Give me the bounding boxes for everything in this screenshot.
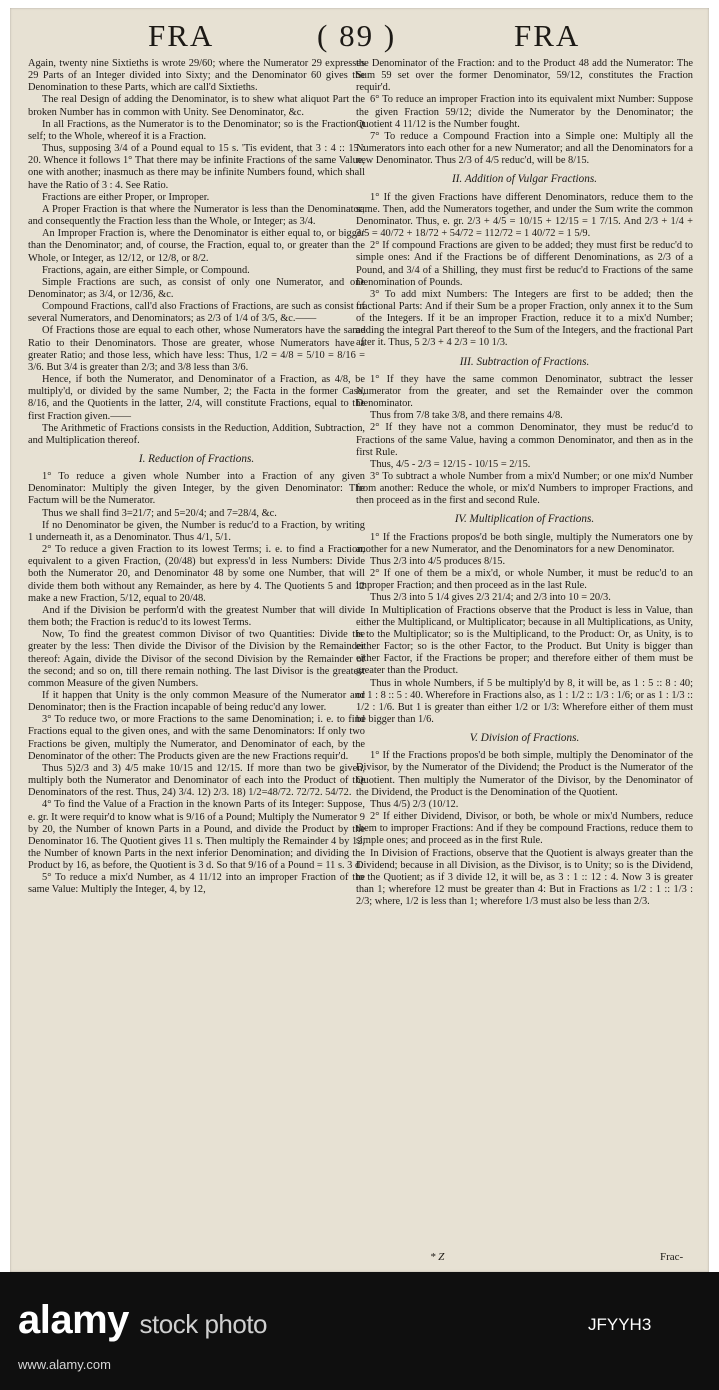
paragraph: The Arithmetic of Fractions consists in the Reduction, Addition, Subtraction, and Multiplication thereof. [28, 422, 365, 446]
running-header [10, 12, 709, 56]
section-heading-multiplication: IV. Multiplication of Fractions. [454, 513, 595, 526]
book-page [10, 8, 709, 1272]
paragraph: 3° To add mixt Numbers: The Integers are first to be added; then the fractional Parts: And if their Sum be a proper Fraction, only annex it to the Sum of the Integers. If it be an improper Fraction, reduce it to a mix'd Number; adding the integral Part thereof to the Sum of the Integers, and the fractional Part after it. Thus, 5 2/3 + 4 2/3 = 10 1/3. [356, 288, 693, 349]
paragraph: 4° To find the Value of a Fraction in the known Parts of its Integer: Suppose, e. gr. It were requir'd to know what is 9/16 of a Pound; Multiply the Numerator 9 by 20, the Number of known Parts in a Pound, and divide the Product by the Denominator 16. The Quotient gives 11 s. Then multiply the Remainder 4 by 12, the Number of known Parts in the next inferior Denomination; and dividing the Product by 16, as before, the Quotient is 3 d. So that 9/16 of a Pound = 11 s. 3 d. [28, 799, 365, 872]
paragraph: 2° If they have not a common Denominator, they must be reduc'd to Fractions of the same Value, having a common Denominator, and then as in the first Rule. [356, 422, 693, 458]
section-heading-reduction: I. Reduction of Fractions. [138, 453, 255, 465]
catchword: Frac- [660, 1251, 684, 1263]
paragraph: The real Design of adding the Denominator, is to shew what aliquot Part the broken Number has in common with Unity. See Denominator, &c. [28, 94, 365, 118]
paragraph: Thus 5)2/3 and 3) 4/5 make 10/15 and 12/15. If more than two be given, multiply both the Numerator and Denominator of each into the Product of the Denominators of the rest. Thus, 24) 3/4. 12) 2/3. 18) 1/2=48/72. 72/72. 54/72. [28, 762, 365, 799]
paragraph: Thus from 7/8 take 3/8, and there remains 4/8. [370, 410, 563, 422]
paragraph: An Improper Fraction is, where the Denominator is either equal to, or bigger than the Denominator; and, of course, the Fraction, equal to, or greater than the Whole, or Integer, as 12/12, or 12/8, or 8/2. [28, 228, 365, 264]
paragraph: the Denominator of the Fraction: and to the Product 48 add the Numerator: The Sum 59 set over the former Denominator, 59/12, constitutes the Fraction requir'd. [356, 58, 693, 94]
paragraph: A Proper Fraction is that where the Numerator is less than the Denominator; and consequently the Fraction less than the Whole, or Integer; as 3/4. [28, 203, 365, 228]
stock-logo [18, 1298, 267, 1343]
header-left: FRA [148, 18, 215, 53]
paragraph: Thus in whole Numbers, if 5 be multiply'd by 8, it will be, as 1 : 5 :: 8 : 40; or 1 : 8 :: 5 : 40. Wherefore in Fractions also, as 1 : 1/2 :: 1/3 : 1/6; or as 1 : 1/3 :: 1/2 : 1/6. But 1 is greater than either 1/2 or 1/3: Wherefore either of them must be bigger than 1/6. [356, 677, 693, 725]
section-heading-addition: II. Addition of Vulgar Fractions. [451, 173, 598, 186]
paragraph: 2° If one of them be a mix'd, or whole Number, it must be reduc'd to an improper Fraction; and then proceed as in the last Rule. [356, 568, 693, 592]
paragraph: And if the Division be perform'd with the greatest Number that will divide them both; the Fraction is reduc'd to its lowest Terms. [28, 604, 365, 629]
right-column [356, 58, 693, 908]
paragraph: In Multiplication of Fractions observe that the Product is less in Value, than either the Multiplicand, or Multiplicator; because in all Multiplications, as Unity, is to the Multiplicator; so is the Multiplicand, to the Product: Or, as Unity, is to either Factor; so is the other Factor, to the Product. But Unity is bigger than either Factor, if the Fractions be proper; and therefore either of them must be greater than the Product. [356, 604, 693, 677]
paragraph: Fractions are either Proper, or Improper. [42, 191, 210, 203]
image-code: JFYYH3 [588, 1315, 652, 1334]
stock-sub: stock photo [139, 1309, 268, 1339]
paragraph: 1° If they have the same common Denominator, subtract the lesser Numerator from the greater, and set the Remainder over the common Denominator. [356, 373, 693, 410]
paragraph: 2° If compound Fractions are given to be added; they must first be reduc'd to simple ones: And if the Fractions be of different Denominations, as 2/3 of a Pound, and 3/4 of a Shilling, they must first be reduc'd to Fractions of the same Denomination of Pounds. [356, 240, 693, 288]
paragraph: 3° To reduce two, or more Fractions to the same Denomination; i. e. to find Fractions equal to the given ones, and with the same Denominators: If only two Fractions be given, multiply the Numerator, and Denominator of each, by the Denominator of the other: The Products given are the new Fractions requir'd. [28, 714, 365, 762]
paragraph: 3° To subtract a whole Number from a mix'd Number; or one mix'd Number from another: Reduce the whole, or mix'd Numbers to improper Fractions, and then proceed as in the first and second Rule. [356, 471, 693, 507]
section-heading-subtraction: III. Subtraction of Fractions. [459, 355, 590, 368]
paragraph: Thus we shall find 3=21/7; and 5=20/4; and 7=28/4, &c. [42, 507, 277, 519]
paragraph: If it happen that Unity is the only common Measure of the Numerator and Denominator; then is the Fraction incapable of being reduc'd any lower. [28, 689, 365, 714]
signature-mark: * Z [430, 1251, 445, 1263]
paragraph: 7° To reduce a Compound Fraction into a Simple one: Multiply all the Numerators into each other for a new Numerator; and all the Denominators for a new Denominator. Thus 2/3 of 4/5 reduc'd, will be 8/15. [356, 130, 693, 167]
section-heading-division: V. Division of Fractions. [469, 732, 580, 745]
paragraph: Now, To find the greatest common Divisor of two Quantities: Divide the greater by the less: Then divide the Divisor of the Division by the Remainder thereof: Again, divide the Divisor of the second Division by the Remainder of the second; and so on, till there remain nothing. The last Divisor is the greatest common Measure of the given Numbers. [28, 629, 365, 689]
paragraph: 2° If either Dividend, Divisor, or both, be whole or mix'd Numbers, reduce them to improper Fractions: And if they be compound Fractions, reduce them to simple ones; and proceed as in the first Rule. [356, 811, 693, 847]
paragraph: 1° If the given Fractions have different Denominators, reduce them to the same. Then, add the Numerators together, and under the Sum write the common Denominator. Thus, e. gr. 2/3 + 4/5 = 10/15 + 12/15 = 1 7/15. And 2/3 + 1/4 + 3/5 = 40/72 + 18/72 + 54/72 = 112/72 = 1 40/72 = 1 5/9. [356, 191, 693, 240]
paragraph: 5° To reduce a mix'd Number, as 4 11/12 into an improper Fraction of the same Value: Multiply the Integer, 4, by 12, [28, 872, 365, 896]
paragraph: Hence, if both the Numerator, and Denominator of a Fraction, as 4/8, be multiply'd, or divided by the same Number, 2; the Facta in the former Case, 8/16, and the Quotients in the latter, 2/4, will constitute Fractions, equal to the first Fraction given.—— [28, 374, 365, 422]
paragraph: Thus 2/3 into 5 1/4 gives 2/3 21/4; and 2/3 into 10 = 20/3. [370, 592, 611, 604]
paragraph: Simple Fractions are such, as consist of only one Numerator, and one Denominator; as 3/4, or 12/36, &c. [28, 276, 365, 300]
paragraph: If no Denominator be given, the Number is reduc'd to a Fraction, by writing 1 underneath it, as a Denominator. Thus 4/1, 5/1. [28, 519, 365, 543]
paragraph: 1° If the Fractions propos'd be both simple, multiply the Denominator of the Divisor, by the Numerator of the Dividend; the Product is the Numerator of the Quotient. Then multiply the Numerator of the Divisor, by the Denominator of the Dividend, the Product is the Denomination of the Quotient. [356, 750, 693, 798]
stock-url: www.alamy.com [18, 1357, 111, 1372]
page-number: ( 89 ) [317, 18, 397, 53]
paragraph: Thus 2/3 into 4/5 produces 8/15. [370, 555, 506, 567]
paragraph: Again, twenty nine Sixtieths is wrote 29/60; where the Numerator 29 expresses 29 Parts of an Integer divided into Sixty; and the Denominator 60 gives the Denomination to these Parts, which are call'd Sixtieths. [28, 58, 365, 94]
paragraph: In Division of Fractions, observe that the Quotient is always greater than the Dividend; because in all Division, as the Divisor, is to Unity; so is the Dividend, to the Quotient; as if 3 divide 12, it will be, as 3 : 1 :: 12 : 4. Now 3 is greater than 1; wherefore 12 must be greater than 4: But in Fractions as 1/2 : 1 :: 1/3 : 2/3; where, 1/2 is less than 1; wherefore 1/3 must also be less than 2/3. [356, 847, 693, 908]
paragraph: Of Fractions those are equal to each other, whose Numerators have the same Ratio to their Denominators. Those are greater, whose Numerators have a greater Ratio; and those less, which have less: Thus, 1/2 = 4/8 = 5/10 = 8/16 = 3/6. But 3/4 is greater than 2/3; and 3/8 less than 3/6. [28, 325, 365, 373]
left-column [28, 58, 365, 897]
paragraph: 2° To reduce a given Fraction to its lowest Terms; i. e. to find a Fraction, equivalent to a given Fraction, (20/48) but express'd in less Numbers: Divide both the Numerator 20, and Denominator 48 by some one Number, that will divide them both without any Remainder, as here by 4. The Quotients 5 and 12 make a new Fraction, 5/12, equal to 20/48. [28, 544, 365, 604]
header-right: FRA [514, 18, 581, 53]
paragraph: Fractions, again, are either Simple, or Compound. [42, 264, 250, 276]
paragraph: Thus, supposing 3/4 of a Pound equal to 15 s. 'Tis evident, that 3 : 4 :: 15 : 20. Whence it follows 1° That there may be infinite Fractions of the same Value, one with another; inasmuch as there may be infinite Numbers found, which shall have the Ratio of 3 : 4. See Ratio. [28, 143, 365, 191]
paragraph: Thus 4/5) 2/3 (10/12. [370, 798, 459, 810]
paragraph: In all Fractions, as the Numerator is to the Denominator; so is the Fraction it self; to the Whole, whereof it is a Fraction. [28, 118, 365, 142]
paragraph: Thus, 4/5 - 2/3 = 12/15 - 10/15 = 2/15. [370, 458, 531, 470]
stock-brand: alamy [18, 1298, 129, 1342]
paragraph: 1° If the Fractions propos'd be both single, multiply the Numerators one by another for a new Numerator, and the Denominators for a new Denominator. [356, 531, 693, 555]
paragraph: 1° To reduce a given whole Number into a Fraction of any given Denominator: Multiply the given Integer, by the given Denominator: The Factum will be the Numerator. [28, 471, 365, 507]
paragraph: Compound Fractions, call'd also Fractions of Fractions, are such as consist of several Numerators, and Denominators; as 2/3 of 1/4 of 3/5, &c.—— [28, 301, 365, 325]
paragraph: 6° To reduce an improper Fraction into its equivalent mixt Number: Suppose the given Fraction 59/12; divide the Numerator by the Denominator; the Quotient 4 11/12 is the Number fought. [356, 94, 693, 130]
